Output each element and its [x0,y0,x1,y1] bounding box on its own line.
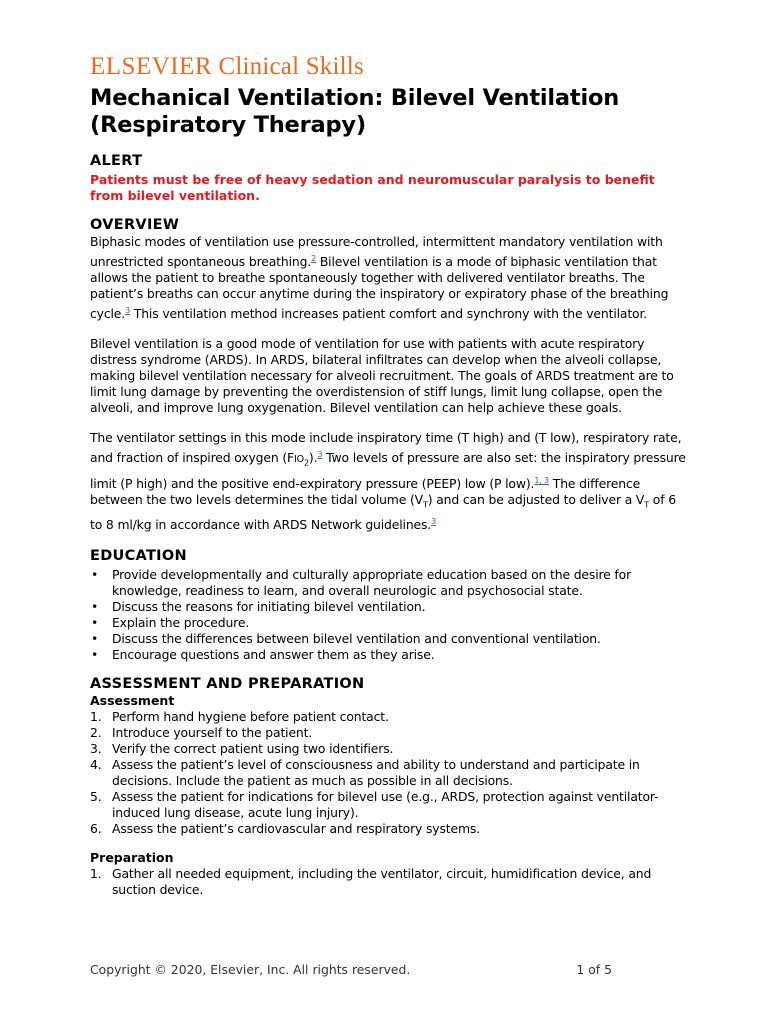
step-text: Assess the patient’s cardiovascular and respiratory systems. [112,820,480,836]
brand-logo [90,52,690,82]
list-item [90,647,690,663]
reference-link[interactable]: 2 [311,254,317,263]
step-text: Verify the correct patient using two identifiers. [112,740,394,756]
list-item [90,615,690,631]
reference-link[interactable]: 3 [431,517,437,527]
overview-p1-text-2: Bilevel ventilation is a mode of biphasic ventilation that allows the patient to breathe spontaneously together with delivered ventilator breaths. The patient’s breaths can occur anytime during the inspiratory or expiratory phase of the breathing cycle. [90,254,669,322]
step-item [90,709,690,725]
list-item-text: Encourage questions and answer them as they arise. [112,646,435,662]
preparation-subheading: Preparation [90,849,174,865]
page-footer [90,962,612,978]
alert-heading: ALERT [90,153,143,169]
vt-subscript: T [423,500,428,510]
step-text: Assess the patient for indications for bilevel use (e.g., ARDS, protection against ventilator-induced lung disease, acute lung injury). [112,788,659,820]
step-item [90,725,690,741]
step-number: 3. [90,740,102,756]
overview-p3-text-3: Two levels of pressure are also set: the inspiratory pressure limit (P high) and the positive end-expiratory pressure (PEEP) low (P low). [90,450,686,491]
fio2-subscript: 2 [303,458,309,468]
overview-p1-text-1: Biphasic modes of ventilation use pressure-controlled, intermittent mandatory ventilation with unrestricted spontaneous breathing. [90,234,663,270]
step-item [90,757,690,789]
page-number: 1 of 5 [576,962,612,977]
overview-p3-text-1: The ventilator settings in this mode include inspiratory time (T high) and (T low), respiratory rate, and fraction of inspired oxygen (F [90,430,682,466]
step-number: 4. [90,756,102,772]
overview-paragraph-3 [90,430,690,533]
list-item-text: Explain the procedure. [112,614,250,630]
overview-p3-text-2: ). [308,450,318,466]
list-item [90,631,690,647]
step-item [90,741,690,757]
assessment-preparation-heading: ASSESSMENT AND PREPARATION [90,675,365,692]
fio-smallcaps: IO [293,454,304,466]
vt-subscript: T [644,500,650,510]
reference-link[interactable]: 3 [125,306,131,316]
step-number: 5. [90,788,102,804]
overview-paragraph-2: Bilevel ventilation is a good mode of ventilation for use with patients with acute respiratory distress syndrome (ARDS). In ARDS, bilateral infiltrates can develop when the alveoli collapse, making bilevel ventilation necessary for alveoli recruitment. The goals of ARDS treatment are to limit lung damage by preventing the overdistension of stiff lungs, limit lung collapse, open the alveoli, and improve lung oxygenation. Bilevel ventilation can help achieve these goals. [90,336,674,416]
step-text: Gather all needed equipment, including the ventilator, circuit, humidification device, and suction device. [112,865,652,897]
bullet-icon: • [91,614,99,630]
list-item-text: Provide developmentally and culturally appropriate education based on the desire for knowledge, readiness to learn, and overall neurologic and psychosocial state. [112,566,632,598]
overview-heading: OVERVIEW [90,217,180,233]
list-item [90,599,690,615]
assessment-steps [90,709,690,837]
bullet-icon: • [91,566,99,582]
assessment-subheading: Assessment [90,692,175,708]
step-text: Introduce yourself to the patient. [112,724,313,740]
bullet-icon: • [91,646,99,662]
alert-text: Patients must be free of heavy sedation and neuromuscular paralysis to benefit from bilevel ventilation. [90,172,655,203]
step-text: Perform hand hygiene before patient contact. [112,708,389,724]
education-list [90,567,690,663]
document-title: Mechanical Ventilation: Bilevel Ventilation (Respiratory Therapy) [90,85,620,138]
overview-p3-text-4: The difference between the two levels determines the tidal volume (V [90,475,641,507]
bullet-icon: • [91,630,99,646]
reference-link[interactable]: 1, 3 [534,475,549,485]
step-number: 1. [90,708,102,724]
brand-name-elsevier: ELSEVIER [90,53,213,80]
step-number: 1. [90,865,102,881]
list-item [90,567,690,599]
reference-link[interactable]: 3 [317,450,323,460]
list-item-text: Discuss the differences between bilevel ventilation and conventional ventilation. [112,630,601,646]
document-page [90,52,690,911]
step-item [90,866,690,898]
step-number: 6. [90,820,102,836]
overview-p1-text-3: This ventilation method increases patient comfort and synchrony with the ventilator. [130,306,648,322]
overview-paragraph-1 [90,234,690,322]
preparation-steps [90,866,690,898]
bullet-icon: • [91,598,99,614]
step-text: Assess the patient’s level of consciousness and ability to understand and participate in decisions. Include the patient as much as possible in all decisions. [112,756,640,788]
step-item [90,821,690,837]
step-number: 2. [90,724,102,740]
overview-p3-text-5: ) and can be adjusted to deliver a V [427,491,645,507]
copyright-text: Copyright © 2020, Elsevier, Inc. All rights reserved. [90,962,411,977]
step-item [90,789,690,821]
education-heading: EDUCATION [90,547,187,564]
brand-name-clinical-skills: Clinical Skills [218,53,364,80]
list-item-text: Discuss the reasons for initiating bilevel ventilation. [112,598,426,614]
overview-p3-text-6: of 6 to 8 ml/kg in accordance with ARDS Network guidelines. [90,491,676,533]
